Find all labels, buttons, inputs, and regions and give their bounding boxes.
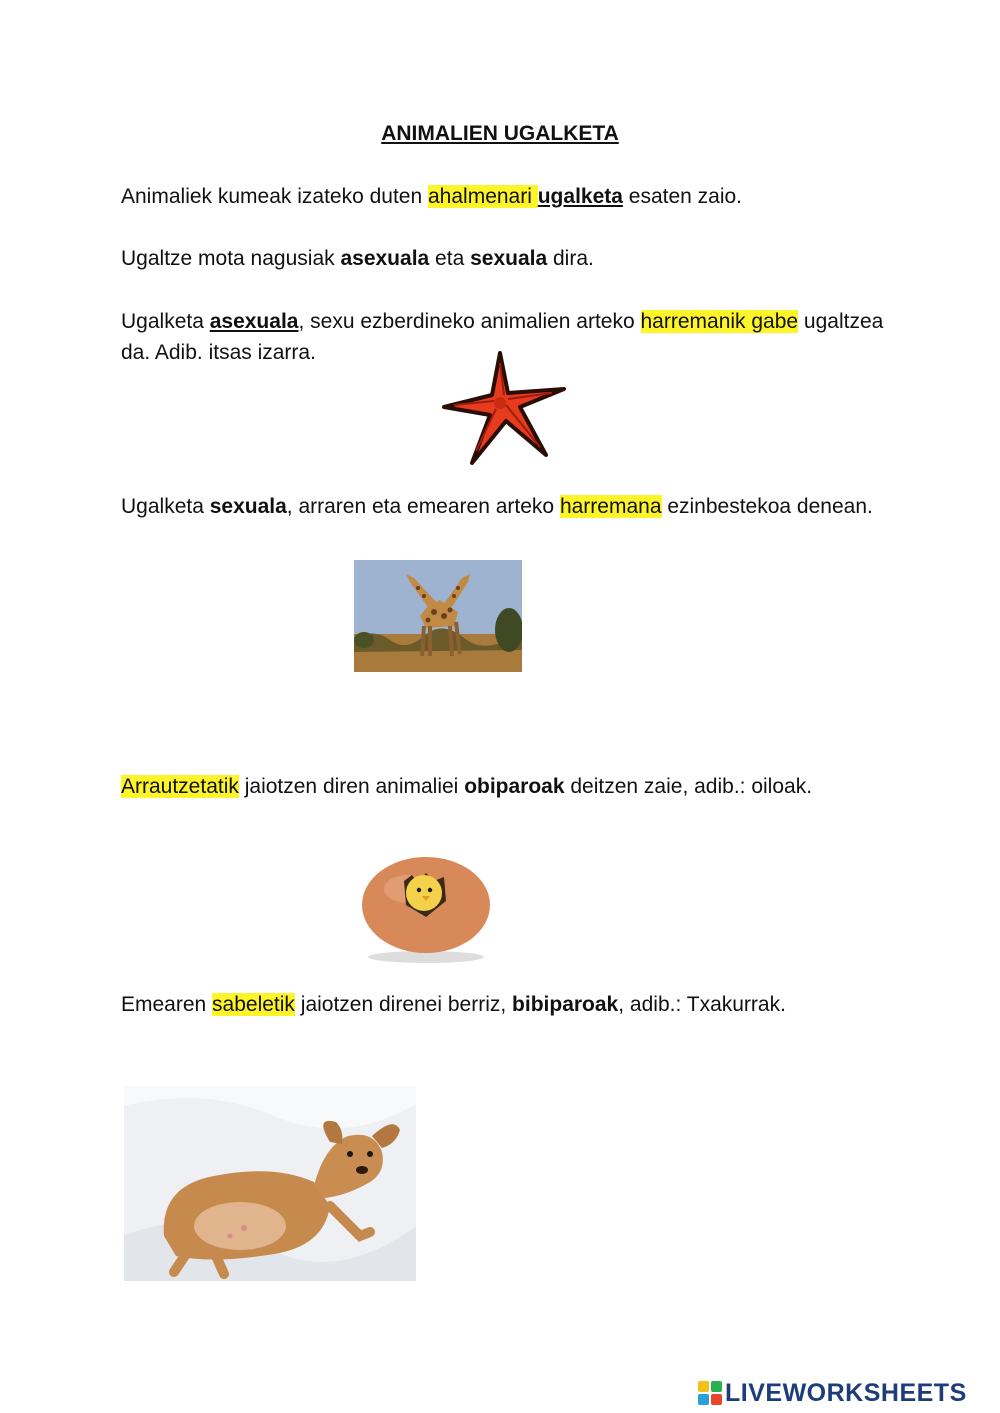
text: , sexu ezberdineko animalien arteko — [298, 310, 641, 333]
text: Ugalketa — [121, 495, 210, 518]
text: jaiotzen direnei berriz, — [294, 993, 513, 1016]
text: eta — [429, 247, 471, 270]
highlight-arrautzetatik: Arrautzetatik — [121, 775, 239, 798]
text: esaten zaio. — [622, 185, 743, 208]
page-title: ANIMALIEN UGALKETA — [381, 122, 619, 145]
highlight-harremanik-gabe: harremanik gabe — [640, 310, 799, 333]
paragraph-oviparous — [121, 771, 901, 802]
text: , arraren eta emearen arteko — [286, 495, 560, 518]
logo-mark-icon — [698, 1381, 722, 1405]
keyword-ugalketa: ugalketa — [537, 185, 623, 208]
starfish-image — [436, 343, 570, 467]
text: ezinbestekoa denean. — [661, 495, 873, 518]
text: Animaliek kumeak izateko duten — [121, 185, 428, 208]
text: ugaltzea da. Adib. itsas izarra. — [121, 310, 884, 364]
text: deitzen zaie, adib.: oiloak. — [564, 775, 813, 798]
giraffes-image — [354, 560, 522, 672]
keyword-asexuala: asexuala — [340, 247, 430, 270]
text: dira. — [547, 247, 594, 270]
keyword-sexuala: sexuala — [470, 247, 548, 270]
paragraph-sexual — [121, 491, 901, 522]
dog-image — [124, 1086, 416, 1281]
text: Emearen — [121, 993, 213, 1016]
highlight-sabeletik: sabeletik — [212, 993, 295, 1016]
text: jaiotzen diren animaliei — [238, 775, 465, 798]
highlight-harremana: harremana — [559, 495, 662, 518]
keyword-bibiparoak: bibiparoak — [512, 993, 619, 1016]
text: , adib.: Txakurrak. — [618, 993, 786, 1016]
text: Ugaltze mota nagusiak — [121, 247, 341, 270]
keyword-obiparoak: obiparoak — [464, 775, 565, 798]
paragraph-types — [121, 243, 901, 274]
logo-text: LIVEWORKSHEETS — [725, 1378, 967, 1407]
keyword-asexuala: asexuala — [209, 310, 299, 333]
highlight-ahalmenari: ahalmenari — [428, 185, 538, 208]
chick-egg-image — [322, 845, 538, 967]
keyword-sexuala: sexuala — [209, 495, 287, 518]
text: Ugalketa — [121, 310, 210, 333]
paragraph-definition — [121, 181, 901, 212]
liveworksheets-logo — [698, 1378, 967, 1408]
paragraph-viviparous — [121, 989, 901, 1020]
